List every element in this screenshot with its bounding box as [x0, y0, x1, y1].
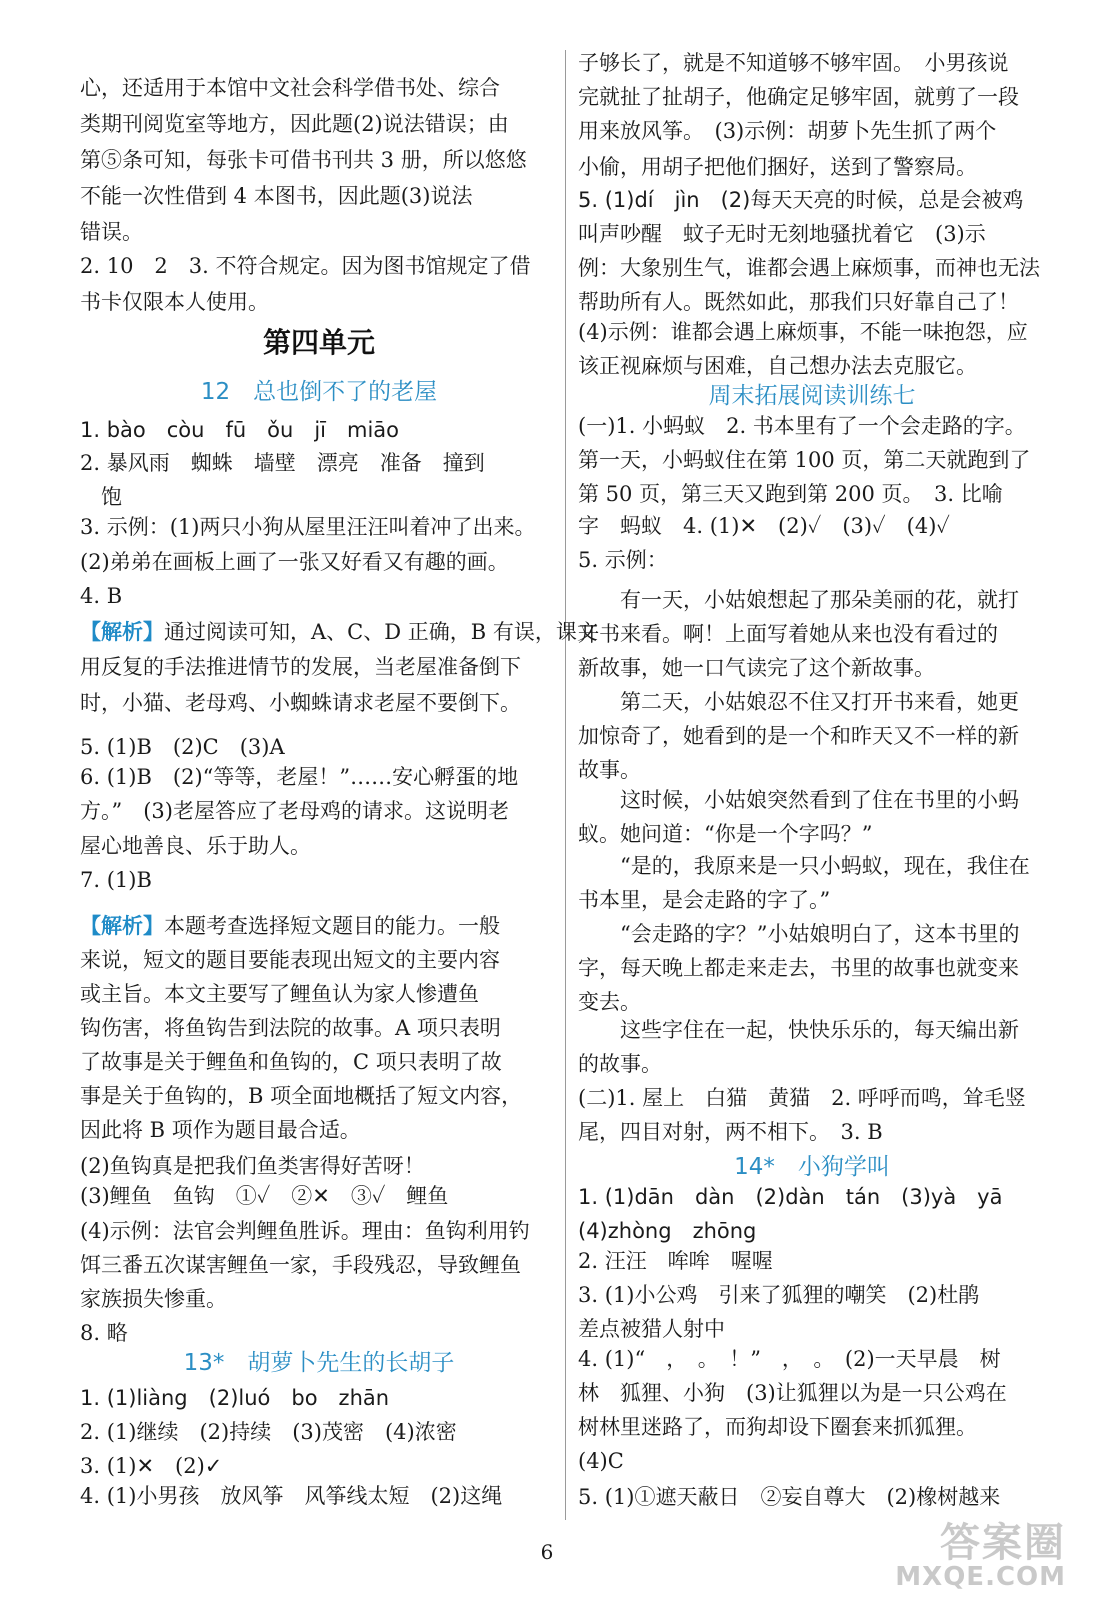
right-line: [578, 1342, 1046, 1377]
line-text: 饱: [80, 485, 122, 509]
left-line: [80, 510, 558, 545]
line-text: 用来放风筝。 (3)示例：胡萝卜先生抓了两个: [578, 119, 997, 143]
line-text: 第四单元: [262, 326, 375, 359]
line-text: (4)zhòng zhōng: [578, 1219, 757, 1243]
line-text: 这些字住在一起，快快乐乐的，每天编出新: [620, 1018, 1019, 1042]
watermark-line1: 答案圈: [940, 1520, 1066, 1566]
watermark-line2: MXQE.COM: [895, 1562, 1066, 1592]
line-text: 家族损失惨重。: [80, 1287, 227, 1311]
line-text: 事是关于鱼钩的，B 项全面地概括了短文内容，: [80, 1084, 523, 1108]
line-text: 心，还适用于本馆中文社会科学借书处、综合: [80, 76, 500, 100]
line-text: 类期刊阅览室等地方，因此题(2)说法错误；由: [80, 112, 509, 136]
analysis-tag: 【解析】: [80, 619, 164, 644]
right-line: [578, 1278, 1046, 1313]
line-text: (二)1. 屋上 白猫 黄猫 2. 呼呼而鸣，耸毛竖: [578, 1086, 1026, 1110]
right-line: [578, 509, 1046, 544]
left-line: [80, 375, 558, 410]
right-line: [578, 617, 1046, 652]
line-text: 3. (1)小公鸡 引来了狐狸的嘲笑 (2)杜鹃: [578, 1283, 980, 1307]
left-line: [80, 71, 558, 106]
line-text: 1. (1)liàng (2)luó bo zhān: [80, 1386, 390, 1410]
line-text: 方。” (3)老屋答应了老母鸡的请求。这说明老: [80, 799, 509, 823]
line-text: 12 总也倒不了的老屋: [200, 379, 438, 405]
left-line: [80, 326, 558, 361]
line-text: 的故事。: [578, 1052, 662, 1076]
right-line: [578, 1047, 1046, 1082]
left-line: [80, 1011, 558, 1046]
right-line: [578, 783, 1046, 818]
left-line: [80, 1113, 558, 1148]
left-line: [80, 1346, 558, 1381]
right-line: [578, 583, 1046, 618]
left-line: [80, 446, 558, 481]
line-text: 书卡仅限本人使用。: [80, 290, 269, 314]
line-text: 2. (1)继续 (2)持续 (3)茂密 (4)浓密: [80, 1420, 457, 1444]
right-line: [578, 1444, 1046, 1479]
line-text: 13* 胡萝卜先生的长胡子: [183, 1350, 455, 1376]
right-line: [578, 685, 1046, 720]
left-line: [80, 794, 558, 829]
line-text: 因此将 B 项作为题目最合适。: [80, 1118, 361, 1142]
right-line: [578, 543, 1046, 578]
right-line: [578, 817, 1046, 852]
line-text: 书本里，是会走路的字了。”: [578, 888, 831, 912]
line-text: 钩伤害，将鱼钩告到法院的故事。A 项只表明: [80, 1016, 501, 1040]
line-text: (一)1. 小蚂蚁 2. 书本里有了一个会走路的字。: [578, 414, 1026, 438]
left-line: [80, 107, 558, 142]
line-text: (2)鱼钩真是把我们鱼类害得好苦呀！: [80, 1154, 425, 1178]
left-line: [80, 413, 558, 448]
line-text: 5. (1)B (2)C (3)A: [80, 735, 285, 759]
right-line: [578, 443, 1046, 478]
watermark-logo: [895, 1511, 1066, 1592]
line-text: 1. bào còu fū ǒu jī miāo: [80, 418, 399, 442]
right-line: [578, 1376, 1046, 1411]
left-line: [80, 1045, 558, 1080]
left-line: [80, 1248, 558, 1283]
left-line: [80, 909, 558, 944]
line-text: 林 狐狸、小狗 (3)让狐狸以为是一只公鸡在: [578, 1381, 1007, 1405]
line-text: 错误。: [80, 220, 143, 244]
left-line: [80, 249, 558, 284]
line-text: (4)C: [578, 1449, 624, 1473]
line-text: 5. (1)dí jìn (2)每天天亮的时候，总是会被鸡: [578, 188, 1024, 212]
left-line: [80, 579, 558, 614]
right-line: [578, 1480, 1046, 1515]
line-text: 14* 小狗学叫: [734, 1154, 890, 1180]
line-text: 不能一次性借到 4 本图书，因此题(3)说法: [80, 184, 473, 208]
line-text: 变去。: [578, 990, 641, 1014]
line-text: 5. 示例：: [578, 548, 668, 572]
right-line: [578, 1180, 1046, 1215]
line-text: 蚁。她问道：“你是一个字吗？”: [578, 822, 873, 846]
right-line: [578, 883, 1046, 918]
line-text: 2. 暴风雨 蜘蛛 墙壁 漂亮 准备 撞到: [80, 451, 485, 475]
line-text: 5. (1)①遮天蔽日 ②妄自尊大 (2)橡树越来: [578, 1485, 1001, 1509]
line-text: 该正视麻烦与困难，自己想办法去克服它。: [578, 354, 977, 378]
line-text: 例：大象别生气，谁都会遇上麻烦事，而神也无法: [578, 256, 1040, 280]
right-line: [578, 217, 1046, 252]
line-text: 第⑤条可知，每张卡可借书刊共 3 册，所以悠悠: [80, 148, 527, 172]
line-text: 本题考查选择短文题目的能力。一般: [164, 914, 500, 938]
line-text: 字，每天晚上都走来走去，书里的故事也就变来: [578, 956, 1019, 980]
line-text: 树林里迷路了，而狗却设下圈套来抓狐狸。: [578, 1415, 977, 1439]
line-text: 1. (1)dān dàn (2)dàn tán (3)yà yā: [578, 1185, 1003, 1209]
left-line: [80, 215, 558, 250]
right-line: [578, 951, 1046, 986]
line-text: 开书来看。啊！上面写着她从来也没有看过的: [578, 622, 998, 646]
line-text: 6. (1)B (2)“等等，老屋！”……安心孵蛋的地: [80, 765, 519, 789]
line-text: 加惊奇了，她看到的是一个和昨天又不一样的新: [578, 724, 1019, 748]
left-line: [80, 143, 558, 178]
line-text: 屋心地善良、乐于助人。: [80, 834, 311, 858]
line-text: (3)鲤鱼 鱼钩 ①✓ ②✕ ③✓ 鲤鱼: [80, 1184, 449, 1208]
left-line: [80, 285, 558, 320]
line-text: 或主旨。本文主要写了鲤鱼认为家人惨遭鱼: [80, 982, 479, 1006]
right-line: [578, 80, 1046, 115]
right-line: [578, 409, 1046, 444]
line-text: (2)弟弟在画板上画了一张又好看又有趣的画。: [80, 550, 509, 574]
left-line: [80, 1079, 558, 1114]
left-line: [80, 1214, 558, 1249]
line-text: 4. B: [80, 584, 123, 608]
right-line: [578, 1115, 1046, 1150]
left-line: [80, 686, 558, 721]
line-text: 帮助所有人。既然如此，那我们只好靠自己了！: [578, 290, 1019, 314]
left-line: [80, 943, 558, 978]
line-text: 新故事，她一口气读完了这个新故事。: [578, 656, 935, 680]
line-text: 完就扯了扯胡子，他确定足够牢固，就剪了一段: [578, 85, 1019, 109]
page-number: 6: [540, 1540, 554, 1564]
left-line: [80, 829, 558, 864]
line-text: 第二天，小姑娘忍不住又打开书来看，她更: [620, 690, 1019, 714]
line-text: 子够长了，就是不知道够不够牢固。 小男孩说: [578, 51, 1009, 75]
line-text: 用反复的手法推进情节的发展，当老屋准备倒下: [80, 655, 521, 679]
right-line: [578, 46, 1046, 81]
left-line: [80, 760, 558, 795]
line-text: 差点被猎人射中: [578, 1317, 725, 1341]
right-line: [578, 251, 1046, 286]
line-text: 饵三番五次谋害鲤鱼一家，手段残忍，导致鲤鱼: [80, 1253, 521, 1277]
right-line: [578, 651, 1046, 686]
left-line: [80, 179, 558, 214]
right-line: [578, 315, 1046, 350]
line-text: 7. (1)B: [80, 868, 152, 892]
right-line: [578, 1081, 1046, 1116]
line-text: 叫声吵醒 蚊子无时无刻地骚扰着它 (3)示: [578, 222, 986, 246]
line-text: 故事。: [578, 758, 641, 782]
line-text: 4. (1)“ ， 。 ！” ， 。 (2)一天早晨 树: [578, 1347, 1001, 1371]
line-text: 小偷，用胡子把他们捆好，送到了警察局。: [578, 155, 977, 179]
left-line: [80, 863, 558, 898]
line-text: 3. (1)✕ (2)✓: [80, 1454, 223, 1478]
line-text: (4)示例：法官会判鲤鱼胜诉。理由：鱼钩利用钓: [80, 1219, 530, 1243]
line-text: 2. 汪汪 哞哞 喔喔: [578, 1249, 773, 1273]
line-text: 通过阅读可知，A、C、D 正确，B 有误，课文: [164, 620, 598, 644]
line-text: 有一天，小姑娘想起了那朵美丽的花，就打: [620, 588, 1019, 612]
left-line: [80, 1179, 558, 1214]
right-line: [578, 917, 1046, 952]
line-text: (4)示例：谁都会遇上麻烦事，不能一味抱怨，应: [578, 320, 1028, 344]
left-line: [80, 1415, 558, 1450]
left-line: [80, 650, 558, 685]
line-text: 周末拓展阅读训练七: [708, 383, 916, 409]
left-line: [80, 1381, 558, 1416]
line-text: 时，小猫、老母鸡、小蜘蛛请求老屋不要倒下。: [80, 691, 521, 715]
left-line: [80, 1479, 558, 1514]
line-text: “是的，我原来是一只小蚂蚁，现在，我住在: [620, 854, 1030, 878]
line-text: 8. 略: [80, 1321, 128, 1345]
right-line: [578, 183, 1046, 218]
line-text: 尾，四目对射，两不相下。 3. B: [578, 1120, 883, 1144]
line-text: 2. 10 2 3. 不符合规定。因为图书馆规定了借: [80, 254, 531, 278]
right-line: [578, 477, 1046, 512]
right-line: [578, 719, 1046, 754]
line-text: 第一天，小蚂蚁住在第 100 页，第二天就跑到了: [578, 448, 1031, 472]
left-line: [80, 615, 598, 650]
left-line: [80, 545, 558, 580]
line-text: 了故事是关于鲤鱼和鱼钩的，C 项只表明了故: [80, 1050, 502, 1074]
line-text: “会走路的字？”小姑娘明白了，这本书里的: [620, 922, 1020, 946]
right-line: [578, 1410, 1046, 1445]
line-text: 字 蚂蚁 4. (1)✕ (2)✓ (3)✓ (4)✓: [578, 514, 950, 538]
line-text: 4. (1)小男孩 放风筝 风筝线太短 (2)这绳: [80, 1484, 503, 1508]
line-text: 来说，短文的题目要能表现出短文的主要内容: [80, 948, 500, 972]
right-line: [578, 1013, 1046, 1048]
left-line: [80, 977, 558, 1012]
line-text: 这时候，小姑娘突然看到了住在书里的小蚂: [620, 788, 1019, 812]
right-line: [578, 150, 1046, 185]
right-line: [578, 114, 1046, 149]
column-divider: [565, 50, 566, 1520]
analysis-tag: 【解析】: [80, 913, 164, 938]
right-line: [578, 849, 1046, 884]
right-line: [578, 1244, 1046, 1279]
line-text: 3. 示例：(1)两只小狗从屋里汪汪叫着冲了出来。: [80, 515, 536, 539]
line-text: 第 50 页，第三天又跑到第 200 页。 3. 比喻: [578, 482, 1003, 506]
left-line: [80, 1282, 558, 1317]
